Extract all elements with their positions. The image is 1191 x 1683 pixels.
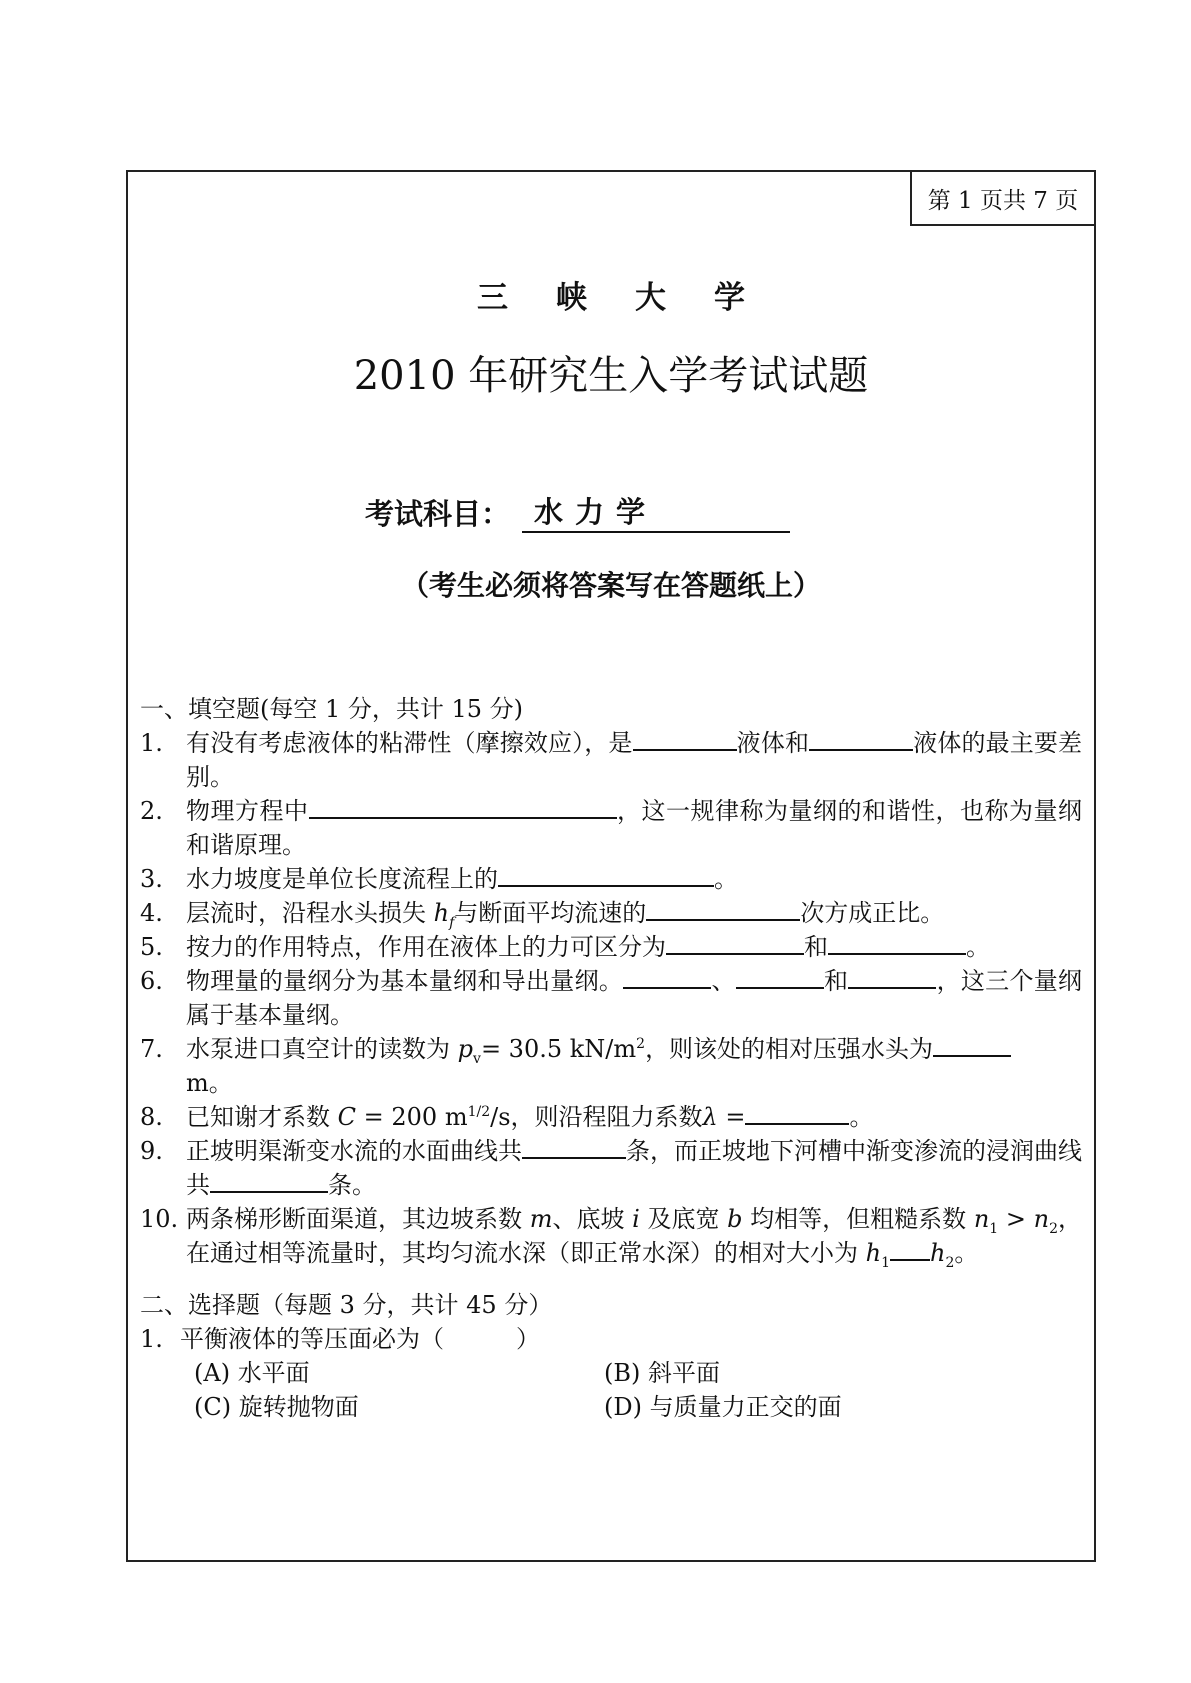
answer-blank	[933, 1033, 1011, 1057]
text-run: ，这一规律称为量纲的和谐性，也称为量纲和谐原理。	[186, 797, 1082, 859]
section-spacer	[140, 1270, 1082, 1288]
question-1-1	[140, 726, 1082, 794]
text-run: 。	[954, 1239, 979, 1267]
question-number: 7.	[140, 1035, 163, 1063]
math-variable: m	[529, 1205, 553, 1233]
question-2-1	[140, 1322, 1082, 1356]
answer-blank	[736, 965, 824, 989]
subject-value: 水力学	[522, 490, 790, 533]
math-variable: n	[973, 1205, 990, 1233]
math-variable: h	[930, 1239, 946, 1267]
text-run: 、	[711, 967, 736, 995]
text-run: 液体和	[736, 729, 810, 757]
text-run: 条。	[328, 1171, 376, 1199]
text-run: 次方成正比。	[800, 899, 945, 927]
text-run: 已知谢才系数	[186, 1103, 338, 1131]
question-text: 平衡液体的等压面必为（ ）	[180, 1325, 540, 1353]
answer-blank	[809, 727, 913, 751]
math-subscript: 1	[881, 1254, 891, 1271]
text-run: 层流时，沿程水头损失	[186, 899, 434, 927]
option-c: (C) 旋转抛物面	[194, 1393, 359, 1421]
text-run: 物理量的量纲分为基本量纲和导出量纲。	[186, 967, 624, 995]
answer-blank	[498, 863, 714, 887]
exam-page-frame	[126, 170, 1096, 1562]
question-text	[186, 896, 1082, 930]
question-number: 9.	[140, 1137, 163, 1165]
question-1-8	[140, 1100, 1082, 1134]
answer-blank	[522, 1135, 626, 1159]
text-run: 有没有考虑液体的粘滞性（摩擦效应），是	[186, 729, 633, 757]
question-number: 8.	[140, 1103, 163, 1131]
math-subscript: 2	[945, 1254, 955, 1271]
text-run: 与断面平均流速的	[454, 899, 647, 927]
question-number: 3.	[140, 865, 163, 893]
question-1-5	[140, 930, 1082, 964]
section-heading-multiple-choice: 二、选择题（每题 3 分，共计 45 分）	[140, 1291, 553, 1319]
math-variable: C	[337, 1103, 357, 1131]
choice-options	[140, 1356, 1082, 1424]
subject-label: 考试科目：	[365, 497, 511, 531]
text-run: 和	[823, 967, 849, 995]
text-run: =	[717, 1103, 746, 1131]
text-run: 。	[714, 865, 738, 893]
question-text	[186, 726, 1082, 794]
math-subscript: 1	[989, 1220, 999, 1237]
question-1-2	[140, 794, 1082, 862]
text-run: 均相等，但粗糙系数	[742, 1205, 974, 1233]
text-run: ，这三个量纲属于基本量纲。	[186, 967, 1083, 1029]
math-superscript: 1/2	[467, 1104, 491, 1120]
answer-sheet-notice: （考生必须将答案写在答题纸上）	[400, 569, 821, 602]
answer-blank	[666, 931, 804, 955]
question-number: 1.	[140, 729, 163, 757]
question-number: 1.	[140, 1325, 163, 1353]
text-run: 条，而正坡地下河槽中渐变渗流的浸润曲线共	[186, 1137, 1082, 1199]
text-run: ，则该处的相对压强水头为	[645, 1035, 934, 1063]
text-run: 物理方程中	[186, 797, 309, 825]
math-variable: h	[865, 1239, 882, 1267]
answer-blank	[745, 1101, 849, 1125]
question-number: 4.	[140, 899, 163, 927]
text-run: 。	[966, 933, 990, 961]
exam-subject	[365, 490, 790, 533]
question-1-7	[140, 1032, 1082, 1100]
math-superscript: 2	[636, 1036, 646, 1052]
question-text	[186, 1100, 1082, 1134]
math-variable: h	[433, 899, 450, 927]
section-heading-fill-in: 一、填空题(每空 1 分，共计 15 分)	[140, 695, 524, 723]
text-run: >	[998, 1205, 1034, 1233]
text-run: 水力坡度是单位长度流程上的	[186, 865, 498, 893]
question-number: 5.	[140, 933, 163, 961]
question-text	[186, 1032, 1082, 1100]
question-1-6	[140, 964, 1082, 1032]
exam-title: 2010 年研究生入学考试试题	[353, 353, 869, 399]
question-1-9	[140, 1134, 1082, 1202]
math-subscript: 2	[1049, 1220, 1058, 1237]
math-variable: n	[1033, 1205, 1050, 1233]
text-run: 、底坡	[552, 1205, 633, 1233]
text-run: ，在通过相等流量时，其均匀流水深（即正常水深）的相对大小为	[186, 1205, 1083, 1267]
answer-blank	[848, 965, 936, 989]
text-run: 和	[804, 933, 828, 961]
math-variable: i	[632, 1205, 640, 1233]
math-subscript: v	[473, 1050, 481, 1067]
university-name: 三峡大学	[477, 280, 793, 316]
answer-blank	[890, 1237, 930, 1261]
text-run: 按力的作用特点，作用在液体上的力可区分为	[186, 933, 666, 961]
text-run: 两条梯形断面渠道，其边坡系数	[186, 1205, 530, 1233]
question-number: 10.	[140, 1205, 179, 1233]
page-number: 第 1 页共 7 页	[910, 170, 1096, 226]
text-run: = 30.5 kN/m	[480, 1035, 637, 1063]
question-text	[186, 930, 1082, 964]
text-run: /s，则沿程阻力系数	[490, 1103, 703, 1131]
answer-blank	[828, 931, 966, 955]
text-run: 。	[849, 1103, 874, 1131]
question-1-3	[140, 862, 1082, 896]
answer-blank	[633, 727, 737, 751]
math-variable: b	[727, 1205, 743, 1233]
text-run: 水泵进口真空计的读数为	[186, 1035, 458, 1063]
question-text	[186, 862, 1082, 896]
question-text	[186, 794, 1082, 862]
text-run: m。	[186, 1069, 233, 1097]
question-text	[186, 964, 1082, 1032]
math-subscript: f	[449, 914, 455, 931]
question-number: 2.	[140, 797, 163, 825]
question-1-10	[140, 1202, 1082, 1270]
answer-blank	[210, 1169, 328, 1193]
question-1-4	[140, 896, 1082, 930]
question-text	[186, 1202, 1082, 1270]
question-number: 6.	[140, 967, 163, 995]
option-a: (A) 水平面	[194, 1359, 310, 1387]
answer-blank	[309, 795, 617, 819]
math-variable: p	[457, 1035, 474, 1063]
answer-blank	[646, 897, 800, 921]
answer-blank	[623, 965, 711, 989]
exam-content	[140, 692, 1082, 1424]
text-run: 液体的最主要差别。	[186, 729, 1083, 791]
option-d: (D) 与质量力正交的面	[604, 1393, 842, 1421]
text-run: = 200 m	[356, 1103, 468, 1131]
text-run: 正坡明渠渐变水流的水面曲线共	[186, 1137, 522, 1165]
math-variable: λ	[702, 1103, 718, 1131]
question-text	[186, 1134, 1082, 1202]
option-b: (B) 斜平面	[604, 1359, 720, 1387]
text-run: 及底宽	[639, 1205, 728, 1233]
